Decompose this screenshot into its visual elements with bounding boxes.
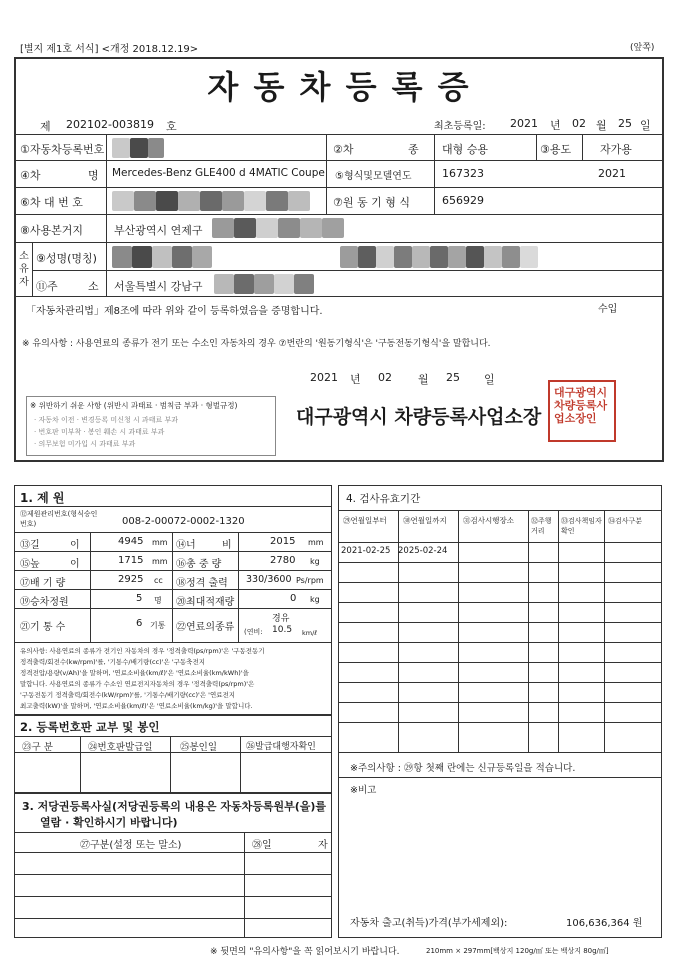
grid-line	[14, 160, 664, 161]
weight-value: 2780	[270, 555, 296, 566]
redacted-block	[274, 274, 294, 294]
specs-title: 1. 제 원	[20, 491, 65, 505]
first-reg-label: 최초등록일:	[434, 121, 486, 132]
name-label-2: 명	[88, 169, 99, 182]
plates-title: 2. 등록번호판 교부 및 봉인	[20, 720, 160, 734]
lien-header-date: ㉘일	[252, 840, 272, 851]
height-unit: mm	[152, 557, 168, 566]
grid-line	[32, 242, 33, 296]
plates-header-category: ㉓구 분	[22, 742, 53, 753]
plates-header-seal-date: ㉕봉인일	[180, 742, 218, 753]
price-value: 106,636,364 원	[566, 918, 643, 929]
grid-line	[14, 214, 664, 215]
redacted-block	[130, 138, 148, 158]
redacted-block	[212, 218, 234, 238]
redacted-block	[254, 274, 274, 294]
width-label-2: 비	[222, 540, 232, 551]
grid-line	[14, 852, 332, 853]
redacted-block	[466, 246, 484, 268]
power-unit: Ps/rpm	[296, 576, 324, 585]
efficiency-value: 10.5	[272, 625, 293, 635]
inspection-header-location: ㉛검사시행장소	[463, 516, 514, 525]
grid-line	[80, 736, 81, 793]
height-label: ⑮높	[20, 559, 40, 570]
load-unit: kg	[310, 595, 320, 604]
remarks-label: ※비고	[350, 785, 377, 796]
violation-line: · 번호판 미부착 · 봉인 훼손 시 과태료 부과	[34, 428, 165, 436]
owner-addr-value: 서울특별시 강남구	[114, 280, 203, 293]
grid-line	[338, 662, 662, 663]
owner-addr-label-2: 소	[88, 280, 99, 293]
grid-line	[338, 602, 662, 603]
spec-note-line: 말합니다. 사용연료의 종류가 수소인 연료전지자동차의 경우 '정격출력(ps/rpm)'은	[20, 680, 255, 688]
grid-line	[14, 551, 332, 552]
redacted-block	[112, 191, 134, 211]
first-reg-year: 2021	[510, 117, 538, 130]
width-unit: mm	[308, 538, 324, 547]
grid-line	[238, 532, 239, 642]
spec-note-line: '구동전동기 정격출력/회전수(kW/rpm)'를, '기통수/배기량(cc)'은 '연료전지	[20, 691, 236, 699]
grid-line	[244, 832, 245, 938]
redacted-block	[288, 191, 310, 211]
grid-line	[326, 134, 327, 214]
grid-line	[14, 506, 332, 507]
footer-note: ※ 뒷면의 "유의사항"을 꼭 읽어보시기 바랍니다.	[210, 947, 400, 957]
violation-line: · 자동차 이전 · 변경등록 미신청 시 과태료 부과	[34, 416, 178, 424]
grid-line	[14, 874, 332, 875]
location-label: ⑧사용본거지	[20, 224, 83, 237]
redacted-block	[234, 218, 256, 238]
power-label: ⑱정격 출력	[176, 578, 228, 589]
reg-no-prefix: 제	[40, 120, 51, 133]
official-seal	[548, 380, 616, 442]
redacted-block	[112, 246, 132, 268]
inspection-header-to: ㉚연월일까지	[403, 516, 447, 525]
inspection-row1-from: 2021-02-25	[341, 546, 391, 556]
cert-date-month: 02	[378, 371, 392, 384]
grid-line	[14, 589, 332, 590]
redacted-block	[278, 218, 300, 238]
grid-line	[338, 622, 662, 623]
owner-addr-label: ⑪주	[36, 280, 58, 293]
grid-line	[106, 134, 107, 242]
side-note: (앞쪽)	[630, 43, 655, 53]
redacted-block	[358, 246, 376, 268]
lien-header-type: ㉗구분(설정 또는 말소)	[80, 840, 182, 851]
issuer-name: 대구광역시 차량등록사업소장	[296, 406, 542, 428]
grid-line	[338, 777, 662, 778]
type-value: 대형 승용	[442, 143, 489, 156]
grid-line	[106, 242, 107, 296]
spec-note-line: 최고출력(kW)'을 말하며, '연료소비율(km/ℓ)'은 '연료소비율(km/kg)'을 말합니다.	[20, 702, 253, 710]
displacement-label: ⑰배 기 량	[20, 578, 66, 589]
seal-text: 대구광역시차량등록사업소장인	[554, 386, 608, 425]
grid-line	[338, 582, 662, 583]
grid-line	[240, 736, 241, 793]
engine-label: ⑦원 동 기 형 식	[333, 196, 410, 209]
grid-line	[14, 296, 664, 297]
price-label: 자동차 출고(취득)가격(부가세제외):	[350, 918, 508, 929]
grid-line	[14, 532, 332, 533]
cert-date-year-unit: 년	[350, 373, 361, 386]
redacted-block	[294, 274, 314, 294]
grid-line	[14, 187, 664, 188]
grid-line	[14, 608, 332, 609]
footer-paper: 210mm × 297mm[백상지 120g/㎡ 또는 백상지 80g/㎡]	[426, 947, 609, 955]
inspection-header-type: ㉞검사구분	[608, 517, 643, 525]
redacted-block	[394, 246, 412, 268]
location-value: 부산광역시 연제구	[114, 224, 203, 237]
redacted-block	[430, 246, 448, 268]
load-value: 0	[290, 593, 297, 604]
name-label: ④차	[20, 169, 41, 182]
approval-label: ⑫제원관리번호(형식승인번호)	[20, 510, 98, 528]
use-label: ③용도	[540, 143, 572, 156]
length-label-2: 이	[70, 540, 80, 551]
grid-line	[170, 736, 171, 793]
displacement-value: 2925	[118, 574, 144, 585]
first-reg-year-unit: 년	[550, 119, 561, 132]
redacted-block	[172, 246, 192, 268]
height-label-2: 이	[70, 559, 80, 570]
grid-line	[528, 510, 529, 752]
length-label: ⑬길	[20, 540, 40, 551]
redacted-block	[112, 138, 130, 158]
model-code: 167323	[442, 167, 484, 180]
violation-line: · 의무보험 미가입 시 과태료 부과	[34, 440, 136, 448]
owner-side-label: 소유자	[19, 251, 29, 288]
seats-unit: 명	[154, 596, 162, 605]
inspection-row1-to: 2025-02-24	[398, 546, 448, 556]
type-label-2: 종	[408, 143, 419, 156]
inspection-title: 4. 검사유효기간	[346, 493, 421, 505]
cylinders-value: 6	[136, 618, 143, 629]
grid-line	[558, 510, 559, 752]
redacted-block	[200, 191, 222, 211]
grid-line	[14, 736, 332, 737]
form-number: [별지 제1호 서식] <개정 2018.12.19>	[20, 44, 199, 55]
grid-line	[338, 542, 662, 543]
seats-label: ⑲승차정원	[20, 597, 69, 608]
grid-line	[14, 752, 332, 753]
grid-line	[338, 722, 662, 723]
redacted-block	[266, 191, 288, 211]
redacted-block	[234, 274, 254, 294]
redacted-block	[520, 246, 538, 268]
owner-name-label: ⑨성명(명칭)	[36, 252, 97, 265]
grid-line	[338, 702, 662, 703]
grid-line	[14, 918, 332, 919]
cert-date-year: 2021	[310, 371, 338, 384]
grid-line	[14, 570, 332, 571]
grid-line	[434, 134, 435, 214]
redacted-block	[134, 191, 156, 211]
redacted-block	[300, 218, 322, 238]
lien-title-line1: 3. 저당권등록사실(저당권등록의 내용은 자동차등록원부(을)를	[22, 800, 327, 813]
efficiency-unit: km/ℓ	[302, 629, 317, 637]
grid-line	[90, 532, 91, 642]
redacted-block	[376, 246, 394, 268]
first-reg-day: 25	[618, 117, 632, 130]
grid-line	[604, 510, 605, 752]
redacted-block	[256, 218, 278, 238]
grid-line	[536, 134, 537, 160]
grid-line	[338, 642, 662, 643]
redacted-block	[322, 218, 344, 238]
redacted-block	[148, 138, 164, 158]
violation-title: ※ 위반하기 쉬운 사항 (위반시 과태료 · 범칙금 부과 · 형벌규정)	[30, 401, 238, 410]
grid-line	[32, 270, 664, 271]
grid-line	[14, 896, 332, 897]
displacement-unit: cc	[154, 576, 163, 585]
revenue-stamp-label: 수입	[598, 304, 618, 315]
length-value: 4945	[118, 536, 144, 547]
redacted-block	[448, 246, 466, 268]
grid-line	[14, 134, 664, 135]
reg-no-label: ①자동차등록번호	[20, 143, 105, 156]
redacted-block	[192, 246, 212, 268]
grid-line	[338, 682, 662, 683]
fuel-value: 경유	[272, 614, 290, 624]
inspection-header-from: ㉙연월일부터	[343, 516, 387, 525]
cert-date-month-unit: 월	[418, 373, 429, 386]
width-label: ⑭너	[176, 540, 196, 551]
first-reg-month-unit: 월	[596, 119, 607, 132]
weight-unit: kg	[310, 557, 320, 566]
plates-header-issue-date: ㉔번호판발급일	[88, 742, 153, 753]
seats-value: 5	[136, 593, 143, 604]
first-reg-day-unit: 일	[640, 119, 651, 132]
redacted-block	[152, 246, 172, 268]
grid-line	[338, 752, 662, 753]
height-value: 1715	[118, 555, 144, 566]
plates-header-agent: ㉖발급대행자확인	[246, 742, 316, 752]
vin-label: ⑥차 대 번 호	[20, 196, 83, 209]
redacted-block	[156, 191, 178, 211]
redacted-block	[178, 191, 200, 211]
cert-date-day-unit: 일	[484, 373, 495, 386]
grid-line	[14, 242, 664, 243]
grid-line	[172, 532, 173, 642]
cylinders-unit: 기통	[150, 621, 166, 630]
grid-line	[14, 832, 332, 833]
use-value: 자가용	[600, 143, 632, 156]
cert-notice: ※ 유의사항 : 사용연료의 종류가 전기 또는 수소인 자동차의 경우 ⑦번란의 '원동기형식'은 '구동전동기형식'을 말합니다.	[22, 339, 491, 349]
grid-line	[338, 510, 662, 511]
length-unit: mm	[152, 538, 168, 547]
width-value: 2015	[270, 536, 296, 547]
type-label: ②차	[333, 143, 354, 156]
grid-line	[582, 134, 583, 160]
redacted-block	[222, 191, 244, 211]
cert-date-day: 25	[446, 371, 460, 384]
redacted-block	[502, 246, 520, 268]
redacted-block	[244, 191, 266, 211]
inspection-note: ※주의사항 : ㉙항 첫째 란에는 신규등록일을 적습니다.	[350, 763, 576, 774]
grid-line	[458, 510, 459, 752]
redacted-block	[484, 246, 502, 268]
spec-note-line: 정격출력/회전수(kw/rpm)'를, '기통수/배기량(cc)'은 '구동축전지	[20, 658, 205, 666]
reg-no-value: 202102-003819	[66, 118, 154, 131]
redacted-block	[340, 246, 358, 268]
reg-no-suffix: 호	[166, 120, 177, 133]
name-value: Mercedes-Benz GLE400 d 4MATIC Coupe	[112, 167, 325, 179]
lien-header-date-2: 자	[318, 840, 328, 851]
first-reg-month: 02	[572, 117, 586, 130]
cert-statement: 「자동차관리법」제8조에 따라 위와 같이 등록하였음을 증명합니다.	[26, 306, 323, 317]
grid-line	[14, 642, 332, 643]
approval-value: 008-2-00072-0002-1320	[122, 516, 245, 527]
model-year: 2021	[598, 167, 626, 180]
model-year-label: ⑤형식및모델연도	[333, 167, 414, 182]
engine-value: 656929	[442, 194, 484, 207]
weight-label: ⑯총 중 량	[176, 559, 222, 570]
efficiency-prefix: (연비:	[244, 628, 263, 636]
redacted-block	[412, 246, 430, 268]
power-value: 330/3600	[246, 574, 292, 585]
redacted-block	[214, 274, 234, 294]
inspection-header-mileage: ㉜주행거리	[531, 517, 552, 535]
fuel-label: ㉒연료의종류	[176, 622, 235, 633]
page-title: 자 동 차 등 록 증	[207, 68, 471, 106]
redacted-block	[132, 246, 152, 268]
lien-title-line2: 열람 · 확인하시기 바랍니다)	[40, 816, 178, 829]
spec-note-line: 유의사항: 사용연료의 종류가 전기인 자동차의 경우 '정격출력(ps/rpm)'은 '구동전동기	[20, 647, 265, 655]
inspection-header-inspector: ㉝검사책임자확인	[561, 517, 602, 535]
spec-note-line: 정격전압/용량(v/Ah)'을 말하며, '연료소비율(km/ℓ)'은 '연료소비율(km/kWh)'을	[20, 669, 249, 677]
cylinders-label: ㉑기 통 수	[20, 622, 66, 633]
grid-line	[338, 562, 662, 563]
load-label: ⑳최대적재량	[176, 597, 235, 608]
